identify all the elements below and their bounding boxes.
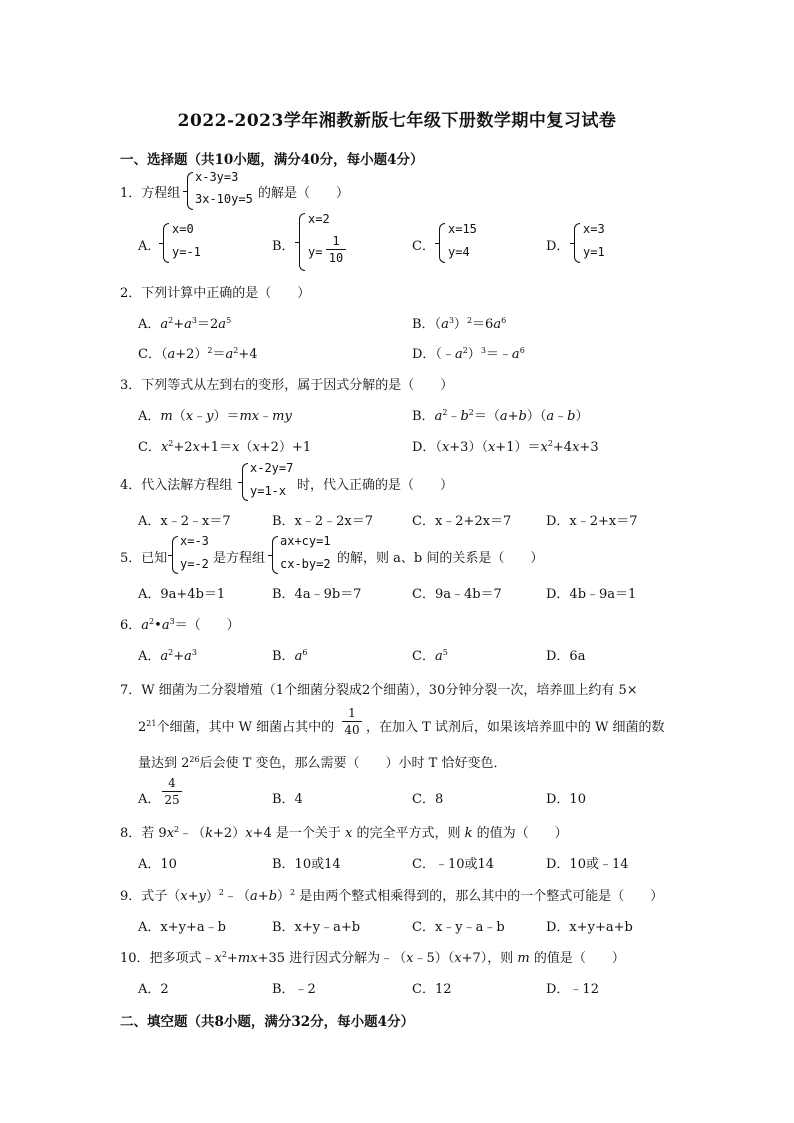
q7-exp: 21 <box>146 719 157 728</box>
q1-a-l2: y=-1 <box>172 245 201 259</box>
q8-option-c: C．﹣10或14 <box>412 857 495 872</box>
q7-a-fraction <box>162 776 182 807</box>
q1-a-label: A． <box>138 239 161 254</box>
q1-d-l2: y=1 <box>583 245 605 259</box>
q1-brace <box>187 172 193 210</box>
q8-option-d: D．10或﹣14 <box>546 857 629 872</box>
q1-c-l1: x=15 <box>448 222 477 236</box>
q7-base: 2 <box>138 720 147 735</box>
q5-brace-1 <box>172 536 178 574</box>
q1-b-bar <box>326 249 346 250</box>
q7-fden: 40 <box>344 723 360 737</box>
q3-option-c: C．$x^2+2x+1=x(x+2)+1$ <box>138 439 312 455</box>
q6-option-b: B．$a^6$ <box>272 648 308 664</box>
q5-mid: 是方程组 <box>213 551 266 566</box>
q4-option-a: A．x﹣2﹣x＝7 <box>138 514 231 529</box>
q10-option-d: D．﹣12 <box>546 982 599 997</box>
q2-option-d: D．$(﹣a^2)^3=﹣a^6$ <box>412 346 525 362</box>
section-1-heading: 一、选择题（共10小题，满分40分，每小题4分） <box>120 152 424 168</box>
q7-line3 <box>138 752 506 771</box>
q5-brace-2 <box>272 536 278 574</box>
q7-fbar <box>342 721 362 722</box>
q4-option-c: C．x﹣2+2x＝7 <box>412 514 512 529</box>
q9-option-a: A．x+y+a﹣b <box>138 920 226 935</box>
section-2-heading: 二、填空题（共8小题，满分32分，每小题4分） <box>120 1014 415 1030</box>
q9-option-c: C．x﹣y﹣a﹣b <box>412 920 505 935</box>
q3-stem: 3．下列等式从左到右的变形，属于因式分解的是（ ） <box>120 378 454 393</box>
q9-stem: 9．式子$(x+y)^2﹣(a+b)^2$ 是由两个整式相乘得到的，那么其中的一个整式可能是（ ） <box>120 888 664 904</box>
q10-stem: 10．把多项式$﹣x^2+mx+35$ 进行因式分解为﹣（x﹣5）（x+7），则 m 的值是（ ） <box>120 950 625 966</box>
q7-option-d: D．10 <box>546 792 586 807</box>
q8-option-a: A．10 <box>138 857 177 872</box>
q7-a-den: 25 <box>164 793 180 807</box>
q3-option-d: D．$(x+3)(x+1)=x^2+4x+3$ <box>412 439 599 455</box>
q6-option-d: D．6a <box>546 649 586 664</box>
q6-option-c: C．$a^5$ <box>412 648 448 664</box>
q4-prefix: 4．代入法解方程组 <box>120 478 233 493</box>
q1-c-l2: y=4 <box>448 245 470 259</box>
q1-c-label: C． <box>412 239 435 254</box>
q5-option-d: D．4b﹣9a＝1 <box>546 587 637 602</box>
q7-line3-exp: 26 <box>189 755 200 764</box>
q7-line2-end: ，在加入 T 试剂后，如果该培养皿中的 W 细菌的数 <box>366 720 665 735</box>
q3-option-a: A．m（x﹣y）＝mx﹣my <box>138 409 292 424</box>
q1-b-fraction <box>326 234 346 265</box>
q7-line2-text: 个细菌，其中 W 细菌占其中的 <box>156 720 335 735</box>
q1-a-brace <box>163 223 169 263</box>
q5-option-c: C．9a﹣4b＝7 <box>412 587 502 602</box>
q4-eq2: y=1-x <box>250 484 287 498</box>
q1-eq2: 3x-10y=5 <box>195 192 253 206</box>
q2-option-b: B．$(a^3)^2=6a^6$ <box>412 316 507 332</box>
q1-d-brace <box>574 223 580 263</box>
q1-b-den: 10 <box>328 251 344 265</box>
q7-option-b: B．4 <box>272 792 303 807</box>
q8-option-b: B．10或14 <box>272 857 341 872</box>
q7-line1: 7．W 细菌为二分裂增殖（1个细菌分裂成2个细菌），30分钟分裂一次，培养皿上约有 5× <box>120 683 638 698</box>
q5-s2: y=-2 <box>180 557 209 571</box>
q7-line3-b: 后会使 T 变色，那么需要（ ）小时 T 恰好变色． <box>199 756 507 771</box>
q7-a-label: A． <box>138 792 161 807</box>
q7-option-c: C．8 <box>412 792 444 807</box>
q7-line2-start <box>138 716 334 735</box>
q7-fnum: 1 <box>348 706 356 720</box>
q8-stem: 8．若 $9x^2﹣(k+2)x+4$ 是一个关于 x 的完全平方式，则 k 的值为（ ） <box>120 825 568 841</box>
page-title: 2022-2023学年湘教新版七年级下册数学期中复习试卷 <box>177 111 617 131</box>
q1-tail: 的解是（ ） <box>258 186 350 201</box>
q1-prefix: 1．方程组 <box>120 186 181 201</box>
q4-option-b: B．x﹣2﹣2x＝7 <box>272 514 374 529</box>
q5-e2: cx-by=2 <box>280 557 331 571</box>
q4-eq1: x-2y=7 <box>250 461 294 475</box>
q5-option-b: B．4a﹣9b＝7 <box>272 587 362 602</box>
q3-option-b: B．$a^2﹣b^2=(a+b)(a﹣b)$ <box>412 408 589 424</box>
q9-option-d: D．x+y+a+b <box>546 920 633 935</box>
q7-a-bar <box>162 791 182 792</box>
q5-tail: 的解，则 a、b 间的关系是（ ） <box>337 551 544 566</box>
q5-option-a: A．9a+4b＝1 <box>138 587 226 602</box>
q7-a-num: 4 <box>168 776 176 790</box>
q1-d-label: D． <box>546 239 570 254</box>
q2-option-c: C．$(a+2)^2=a^2+4$ <box>138 346 258 362</box>
q7-fraction <box>342 706 362 737</box>
q9-option-b: B．x+y﹣a+b <box>272 920 361 935</box>
q2-option-a: A．$a^2+a^3=2a^5$ <box>138 316 232 332</box>
q5-prefix: 5．已知 <box>120 551 168 566</box>
q10-option-a: A．2 <box>138 982 169 997</box>
q5-s1: x=-3 <box>180 534 209 548</box>
q1-b-brace <box>299 213 305 271</box>
q2-stem: 2．下列计算中正确的是（ ） <box>120 286 311 301</box>
q10-option-c: C．12 <box>412 982 452 997</box>
q4-tail: 时，代入正确的是（ ） <box>297 478 454 493</box>
q7-line3-a: 量达到 2 <box>138 756 190 771</box>
q1-b-label: B． <box>272 239 295 254</box>
q6-option-a: A．$a^2+a^3$ <box>138 648 198 664</box>
q10-option-b: B．﹣2 <box>272 982 316 997</box>
q5-e1: ax+cy=1 <box>280 534 331 548</box>
q4-option-d: D．x﹣2+x＝7 <box>546 514 638 529</box>
q1-a-l1: x=0 <box>172 222 194 236</box>
q1-eq1: x-3y=3 <box>195 170 239 184</box>
q1-b-l1: x=2 <box>308 212 330 226</box>
q1-d-l1: x=3 <box>583 222 605 236</box>
q1-b-num: 1 <box>332 234 340 248</box>
q6-stem: 6．$a^2•a^3=$（ ） <box>120 617 240 633</box>
q1-b-l2: y= <box>308 245 323 259</box>
q1-c-brace <box>439 223 445 263</box>
q4-brace <box>242 463 248 501</box>
